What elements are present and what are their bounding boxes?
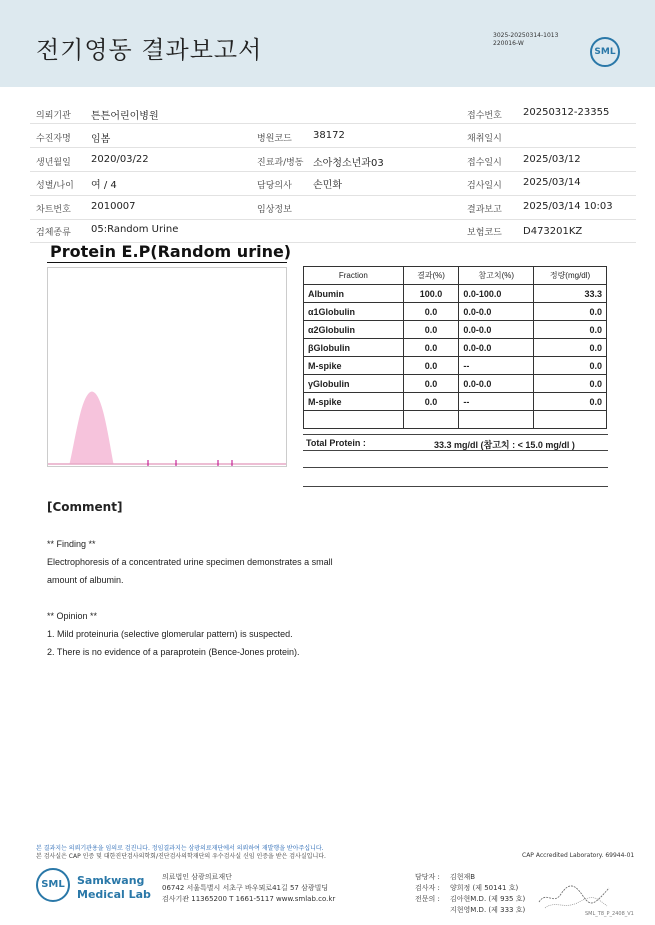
result-cell: 0.0 xyxy=(403,339,459,357)
sml-footer-logo-icon: SML xyxy=(36,868,70,902)
albumin-peak xyxy=(70,392,113,464)
total-protein-label: Total Protein : xyxy=(306,438,366,448)
doctor-label: 담당의사 xyxy=(257,181,292,191)
doc-no-line-2: 220016-W xyxy=(493,40,524,47)
divider xyxy=(30,195,636,196)
handwritten-signature xyxy=(535,876,615,912)
concentration-cell xyxy=(534,411,607,429)
insurance-label: 보험코드 xyxy=(467,228,502,238)
dept-label: 진료과/병동 xyxy=(257,158,304,168)
electrophoresis-curve xyxy=(48,268,286,466)
staff-name-3: 김아현M.D. (제 935 호) xyxy=(450,895,526,903)
footer-notice-1: 본 결과지는 의뢰기관용을 임의로 검진니다. 정임결과지는 삼광의료재단에서 의뢰하여 재발행을 받아주십니다. xyxy=(36,845,324,852)
opinion-heading: ** Opinion ** xyxy=(47,611,98,621)
cap-accreditation: CAP Accredited Laboratory. 69944-01 xyxy=(522,852,635,859)
header-result: 결과(%) xyxy=(403,267,459,285)
hospital-label: 의뢰기관 xyxy=(36,111,71,121)
receipt-no-label: 접수번호 xyxy=(467,111,502,121)
finding-line-1: Electrophoresis of a concentrated urine specimen demonstrates a small xyxy=(47,557,333,567)
table-row xyxy=(304,393,607,411)
birth-label: 생년월일 xyxy=(36,158,71,168)
specimen-value: 05:Random Urine xyxy=(91,224,179,235)
fraction-cell: γGlobulin xyxy=(304,375,404,393)
hosp-code-value: 38172 xyxy=(313,130,345,141)
table-row xyxy=(304,375,607,393)
table-row xyxy=(304,339,607,357)
hospital-value: 튼튼어린이병원 xyxy=(91,111,159,122)
header-reference: 참고치(%) xyxy=(459,267,534,285)
opinion-line-1: 1. Mild proteinuria (selective glomerular pattern) is suspected. xyxy=(47,629,293,639)
total-protein-value: 33.3 mg/dl (참고치 : < 15.0 mg/dl ) xyxy=(434,440,575,450)
result-cell: 0.0 xyxy=(403,393,459,411)
test-date-value: 2025/03/14 xyxy=(523,177,581,188)
finding-heading: ** Finding ** xyxy=(47,539,96,549)
birth-value: 2020/03/22 xyxy=(91,154,149,165)
total-top-rule xyxy=(303,434,608,435)
report-date-label: 결과보고 xyxy=(467,205,502,215)
staff-label-1: 담당자 : xyxy=(415,873,440,881)
fraction-cell: α1Globulin xyxy=(304,303,404,321)
patient-value: 임봄 xyxy=(91,134,111,145)
concentration-cell: 33.3 xyxy=(534,285,607,303)
patient-label: 수진자명 xyxy=(36,134,71,144)
staff-label-3: 전문의 : xyxy=(415,895,440,903)
org-address: 06742 서울특별시 서초구 바우뫼로41길 57 삼광빌딩 xyxy=(162,884,329,892)
concentration-cell: 0.0 xyxy=(534,321,607,339)
result-cell: 0.0 xyxy=(403,375,459,393)
result-cell: 0.0 xyxy=(403,321,459,339)
fraction-cell: α2Globulin xyxy=(304,321,404,339)
specimen-label: 검체종류 xyxy=(36,228,71,238)
staff-name-1: 김현재B xyxy=(450,873,476,881)
reference-cell xyxy=(459,411,534,429)
receipt-no-value: 20250312-23355 xyxy=(523,107,610,118)
concentration-cell: 0.0 xyxy=(534,375,607,393)
table-row xyxy=(304,357,607,375)
staff-name-4: 지현영M.D. (제 333 호) xyxy=(450,906,526,914)
blank-rule xyxy=(303,486,608,487)
section-title: Protein E.P(Random urine) xyxy=(50,242,292,261)
result-cell: 0.0 xyxy=(403,303,459,321)
org-contact: 검사기관 11365200 T 1661-5117 www.smlab.co.kr xyxy=(162,895,336,903)
result-cell xyxy=(403,411,459,429)
sex-age-label: 성별/나이 xyxy=(36,181,74,191)
report-header xyxy=(0,0,655,87)
opinion-line-2: 2. There is no evidence of a paraprotein (Bence-Jones protein). xyxy=(47,647,300,657)
brand-name-1: Samkwang xyxy=(77,874,145,887)
divider xyxy=(30,219,636,220)
form-version: SML_T8_P_2408_V1 xyxy=(585,911,634,917)
concentration-cell: 0.0 xyxy=(534,393,607,411)
fraction-cell: M-spike xyxy=(304,357,404,375)
divider xyxy=(30,123,636,124)
chart-no-label: 차트번호 xyxy=(36,205,71,215)
table-row xyxy=(304,321,607,339)
reference-cell: 0.0-0.0 xyxy=(459,303,534,321)
finding-line-2: amount of albumin. xyxy=(47,575,124,585)
reference-cell: -- xyxy=(459,357,534,375)
receipt-date-label: 접수일시 xyxy=(467,158,502,168)
fraction-cell: M-spike xyxy=(304,393,404,411)
report-date-value: 2025/03/14 10:03 xyxy=(523,201,613,212)
concentration-cell: 0.0 xyxy=(534,303,607,321)
result-cell: 0.0 xyxy=(403,357,459,375)
staff-name-2: 양희정 (제 50141 호) xyxy=(450,884,519,892)
blank-rule xyxy=(303,467,608,468)
test-date-label: 검사일시 xyxy=(467,181,502,191)
report-title: 전기영동 결과보고서 xyxy=(36,36,263,64)
chart-no-value: 2010007 xyxy=(91,201,136,212)
fraction-cell: βGlobulin xyxy=(304,339,404,357)
header-concentration: 정량(mg/dl) xyxy=(534,267,607,285)
collect-date-label: 채취일시 xyxy=(467,134,502,144)
total-bottom-rule xyxy=(303,450,608,451)
divider xyxy=(30,171,636,172)
sex-age-value: 여 / 4 xyxy=(91,180,117,191)
staff-label-2: 검사자 : xyxy=(415,884,440,892)
sml-logo-icon: SML xyxy=(590,37,620,67)
reference-cell: 0.0-0.0 xyxy=(459,375,534,393)
reference-cell: 0.0-100.0 xyxy=(459,285,534,303)
concentration-cell: 0.0 xyxy=(534,357,607,375)
table-header-row xyxy=(304,267,607,285)
doctor-value: 손민화 xyxy=(313,180,342,191)
table-row xyxy=(304,411,607,429)
org-name: 의료법인 삼광의료재단 xyxy=(162,873,232,881)
result-table xyxy=(303,266,607,429)
footer-notice-2: 본 검사실은 CAP 인증 및 대한진단검사의학회/진단검사의학재단의 우수검사실 신임 인증을 받은 검사실입니다. xyxy=(36,853,326,860)
doc-no-line-1: 3025-20250314-1013 xyxy=(493,32,559,39)
electrophoresis-graph xyxy=(47,267,287,467)
result-cell: 100.0 xyxy=(403,285,459,303)
concentration-cell: 0.0 xyxy=(534,339,607,357)
hosp-code-label: 병원코드 xyxy=(257,134,292,144)
brand-name-2: Medical Lab xyxy=(77,888,151,901)
receipt-date-value: 2025/03/12 xyxy=(523,154,581,165)
table-row xyxy=(304,303,607,321)
comment-title: [Comment] xyxy=(47,500,123,514)
reference-cell: 0.0-0.0 xyxy=(459,321,534,339)
title-underline xyxy=(47,262,287,263)
clinical-label: 임상정보 xyxy=(257,205,292,215)
insurance-value: D473201KZ xyxy=(523,226,583,237)
fraction-cell: Albumin xyxy=(304,285,404,303)
fraction-cell xyxy=(304,411,404,429)
table-row xyxy=(304,285,607,303)
reference-cell: -- xyxy=(459,393,534,411)
header-fraction: Fraction xyxy=(304,267,404,285)
divider xyxy=(30,147,636,148)
dept-value: 소아청소년과03 xyxy=(313,158,384,169)
reference-cell: 0.0-0.0 xyxy=(459,339,534,357)
document-number xyxy=(493,32,558,48)
